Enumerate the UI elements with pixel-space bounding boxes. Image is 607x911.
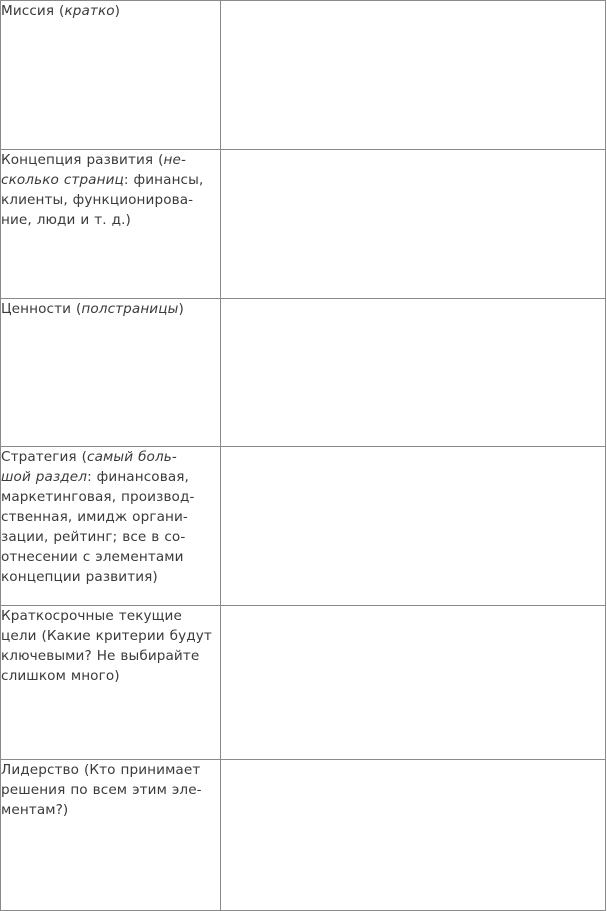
label-italic: самый боль- шой раздел [1,449,177,485]
label-plain: : финансовая, маркетинговая, производ- ственная, имидж органи- зации, рейтинг; все в со- отнесении с элементами концепции развития) [1,469,195,585]
label-plain: ) [114,3,121,19]
entry-cell-short-term-goals[interactable] [221,606,606,760]
row-label-short-term-goals [1,606,221,760]
entry-cell-values[interactable] [221,299,606,447]
label-plain: Ценности ( [1,301,82,317]
row-label-values [1,299,221,447]
label-text [1,606,220,686]
label-italic: кратко [64,3,115,19]
entry-cell-strategy[interactable] [221,447,606,606]
row-label-leadership [1,760,221,911]
label-plain: ) [178,301,184,317]
label-plain: Стратегия ( [1,449,88,465]
entry-cell-leadership[interactable] [221,760,606,911]
label-italic: полстраницы [81,301,179,317]
label-text [1,760,220,820]
label-plain: : финансы, клиенты, функционирова- ние, люди и т. д.) [1,172,204,228]
label-plain: Миссия ( [1,3,65,19]
label-text [1,447,220,587]
label-plain: Концепция развития ( [1,152,164,168]
label-text [1,1,220,21]
table-row [1,606,606,760]
entry-cell-mission[interactable] [221,1,606,150]
row-label-mission [1,1,221,150]
entry-cell-development-concept[interactable] [221,150,606,299]
label-plain: Краткосрочные текущие цели (Какие критерии будут ключевыми? Не выбирайте слишком много) [1,608,212,684]
label-text [1,150,220,230]
row-label-development-concept [1,150,221,299]
table-row [1,760,606,911]
table-row [1,1,606,150]
row-label-strategy [1,447,221,606]
label-plain: Лидерство (Кто принимает решения по всем этим эле- ментам?) [1,762,202,818]
table-row [1,150,606,299]
table-row [1,447,606,606]
label-italic: не- сколько страниц [1,152,187,188]
table-row [1,299,606,447]
label-text [1,299,220,319]
